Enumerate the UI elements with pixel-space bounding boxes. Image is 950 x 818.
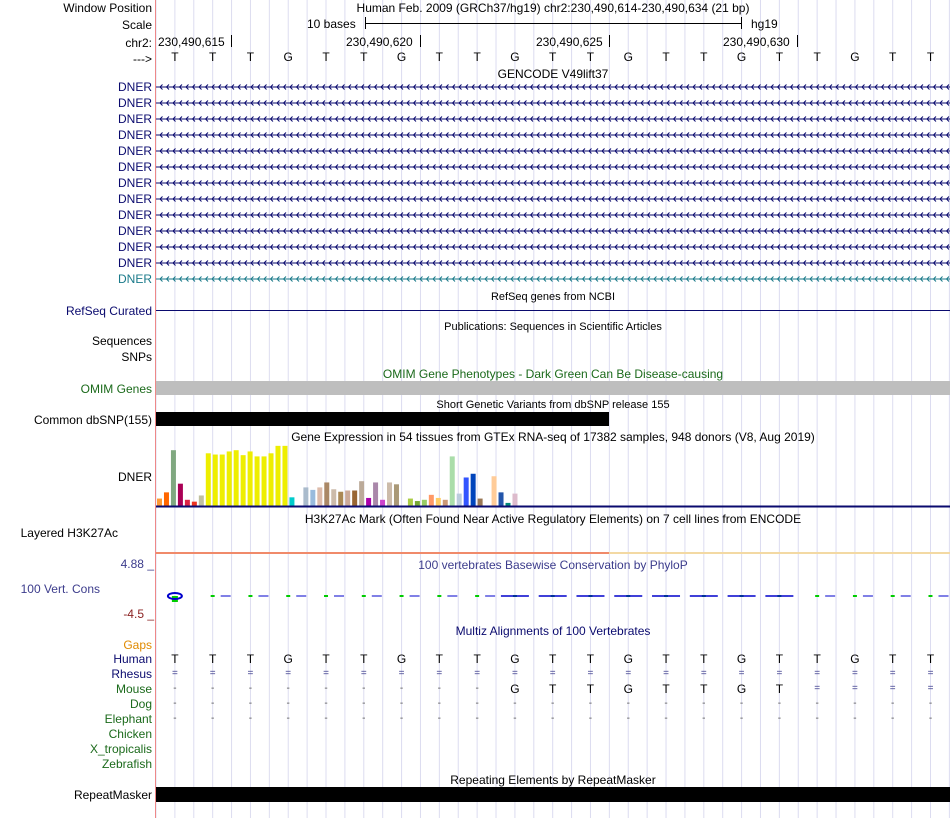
gtex-tissue-bar: [471, 474, 476, 506]
base-letter[interactable]: G: [396, 50, 407, 64]
alignment-base: =: [474, 668, 481, 679]
gtex-tissue-bar: [429, 495, 434, 506]
base-letter[interactable]: T: [246, 50, 255, 64]
phylop-min-label: -4.5 _: [123, 607, 154, 621]
gtex-tissue-bar: [436, 498, 441, 506]
scale-text: 10 bases: [307, 17, 356, 31]
tick-mark: [420, 35, 421, 47]
gtex-tissue-bar: [415, 501, 420, 506]
dbsnp-label[interactable]: Common dbSNP(155): [33, 413, 152, 427]
gencode-transcript-line: [156, 85, 950, 90]
alignment-base: -: [777, 698, 782, 709]
alignment-base: -: [437, 698, 442, 709]
alignment-base: T: [322, 652, 330, 666]
alignment-base: =: [285, 668, 292, 679]
alignment-base: T: [700, 682, 708, 696]
gtex-tissue-bar: [282, 446, 287, 506]
alignment-base: -: [437, 713, 442, 724]
tick-mark: [797, 35, 798, 47]
tick-mark: [609, 35, 610, 47]
alignment-base: -: [286, 713, 290, 724]
gtex-tissue-bar: [227, 451, 232, 506]
phylop-value-mark: [576, 595, 604, 597]
phylop-title: 100 vertebrates Basewise Conservation by PhyloP: [418, 558, 688, 572]
repeatmasker-bar[interactable]: [156, 787, 950, 802]
species-label[interactable]: Zebrafish: [101, 757, 152, 771]
gencode-transcript-line: [156, 101, 950, 106]
alignment-base: T: [171, 652, 179, 666]
gencode-transcript-line: [156, 197, 950, 202]
phylop-value-mark: [168, 593, 182, 602]
species-label[interactable]: Mouse: [115, 682, 152, 696]
species-label[interactable]: Dog: [129, 697, 152, 711]
alignment-base: -: [475, 683, 479, 694]
alignment-base: -: [739, 698, 744, 709]
phylop-value-mark: [690, 595, 718, 597]
phylop-value-mark: [286, 595, 306, 597]
gtex-title: Gene Expression in 54 tissues from GTEx RNA-seq of 17382 samples, 948 donors (V8, Aug 2019): [291, 430, 815, 444]
alignment-base: -: [286, 683, 290, 694]
alignment-base: =: [889, 683, 896, 694]
phylop-value-mark: [928, 595, 948, 597]
alignment-base: -: [739, 713, 744, 724]
alignment-base: -: [399, 698, 404, 709]
species-label[interactable]: X_tropicalis: [89, 742, 152, 756]
alignment-base: -: [891, 698, 895, 709]
gtex-tissue-bar: [255, 456, 260, 506]
alignment-base: -: [362, 713, 366, 724]
phylop-max-label: 4.88 _: [120, 557, 154, 571]
gtex-tissue-bar: [387, 482, 392, 506]
gencode-transcript-label[interactable]: DNER: [117, 144, 152, 158]
gtex-tissue-bar: [303, 487, 308, 506]
gtex-tissue-bar: [352, 491, 357, 507]
alignment-base: G: [623, 652, 633, 666]
gtex-tissue-bar: [164, 492, 169, 506]
repeatmasker-label[interactable]: RepeatMasker: [73, 788, 152, 802]
gencode-transcript-line: [156, 133, 950, 138]
base-letter[interactable]: G: [510, 50, 520, 64]
alignment-base: T: [549, 652, 557, 666]
gencode-transcript-line: [156, 117, 950, 122]
refseq-label[interactable]: RefSeq Curated: [65, 304, 152, 318]
alignment-base: -: [437, 683, 442, 694]
phylop-value-mark: [652, 595, 680, 597]
gtex-tissue-bar: [289, 497, 294, 506]
base-letter[interactable]: G: [850, 50, 860, 64]
alignment-base: G: [283, 652, 293, 666]
alignment-base: -: [362, 683, 366, 694]
gencode-transcript-label[interactable]: DNER: [117, 256, 152, 270]
base-letter[interactable]: T: [700, 50, 708, 64]
alignment-base: -: [551, 713, 555, 724]
gtex-label[interactable]: DNER: [117, 470, 152, 484]
alignment-base: -: [702, 698, 706, 709]
gtex-tissue-bar: [457, 494, 462, 506]
alignment-base: T: [246, 652, 255, 666]
alignment-base: -: [702, 713, 706, 724]
gtex-tissue-bar: [345, 491, 350, 507]
phylop-value-mark: [248, 595, 268, 597]
omim-label[interactable]: OMIM Genes: [80, 382, 152, 396]
gencode-transcript-label[interactable]: DNER: [117, 208, 152, 222]
strand-label: --->: [133, 52, 152, 66]
gtex-tissue-bar: [366, 498, 371, 506]
base-letter[interactable]: T: [360, 50, 368, 64]
alignment-base: T: [208, 652, 217, 666]
gencode-transcript-label[interactable]: DNER: [117, 224, 152, 238]
phylop-value-mark: [437, 595, 457, 597]
alignment-base: =: [398, 668, 405, 679]
species-label[interactable]: Elephant: [104, 712, 152, 726]
phylop-value-mark: [475, 595, 495, 597]
dbsnp-variant-bar[interactable]: [156, 412, 609, 426]
alignment-base: =: [549, 668, 556, 679]
alignment-base: -: [891, 713, 895, 724]
alignment-base: =: [663, 668, 669, 679]
alignment-base: -: [248, 698, 253, 709]
gtex-bar-chart[interactable]: [156, 444, 950, 508]
gtex-tissue-bar: [213, 455, 218, 506]
gtex-tissue-bar: [206, 453, 211, 506]
alignment-base: T: [435, 652, 444, 666]
gencode-transcript-label[interactable]: DNER: [117, 176, 152, 190]
multiz-alignment[interactable]: [0, 652, 950, 772]
gtex-tissue-bar: [443, 500, 448, 506]
alignment-base: -: [815, 713, 819, 724]
gencode-transcript-label[interactable]: DNER: [117, 80, 152, 94]
phylop-value-mark: [728, 595, 756, 597]
gtex-tissue-bar: [478, 499, 483, 506]
gtex-tissue-bar: [310, 490, 315, 506]
phylop-value-mark: [853, 595, 873, 597]
tick-label-2: 230,490,620: [346, 35, 413, 49]
phylop-label[interactable]: 100 Vert. Cons: [20, 582, 100, 596]
alignment-base: G: [396, 652, 407, 666]
base-letter[interactable]: T: [813, 50, 821, 64]
alignment-base: G: [623, 682, 633, 696]
alignment-base: =: [700, 668, 707, 679]
base-letter[interactable]: T: [473, 50, 481, 64]
base-letter[interactable]: G: [623, 50, 633, 64]
alignment-base: =: [171, 668, 178, 679]
alignment-base: -: [286, 698, 290, 709]
alignment-base: -: [626, 698, 630, 709]
window-position: Human Feb. 2009 (GRCh37/hg19) chr2:230,490,614-230,490,634 (21 bp): [356, 1, 750, 15]
alignment-base: -: [248, 713, 253, 724]
alignment-base: =: [625, 668, 632, 679]
sequences-label[interactable]: Sequences: [91, 334, 152, 348]
alignment-base: -: [475, 698, 479, 709]
gtex-tissue-bar: [234, 450, 239, 506]
gtex-tissue-bar: [394, 484, 399, 506]
alignment-base: -: [324, 683, 328, 694]
alignment-base: =: [776, 668, 783, 679]
gencode-transcript-label[interactable]: DNER: [117, 272, 152, 286]
gtex-tissue-bar: [220, 455, 225, 506]
gtex-tissue-bar: [408, 499, 413, 506]
phylop-value-mark: [400, 595, 420, 597]
gencode-transcript-line: [156, 181, 950, 186]
base-letter[interactable]: T: [889, 50, 897, 64]
snps-label[interactable]: SNPs: [121, 350, 152, 364]
base-letter[interactable]: T: [171, 50, 179, 64]
base-letter[interactable]: T: [926, 50, 935, 64]
alignment-base: -: [815, 698, 819, 709]
alignment-base: T: [926, 652, 935, 666]
alignment-base: -: [664, 698, 668, 709]
gtex-tissue-bar: [359, 481, 364, 506]
alignment-base: G: [510, 652, 520, 666]
publications-title: Publications: Sequences in Scientific Articles: [444, 321, 662, 333]
h3k27ac-signal-right[interactable]: [609, 552, 950, 554]
gtex-tissue-bar: [324, 482, 329, 506]
base-letter[interactable]: T: [586, 50, 595, 64]
alignment-base: =: [927, 668, 934, 679]
gencode-transcript-label[interactable]: DNER: [117, 112, 152, 126]
alignment-base: -: [928, 713, 933, 724]
scale-label: Scale: [121, 18, 152, 32]
alignment-base: -: [588, 713, 593, 724]
gencode-transcript-line: [156, 149, 950, 154]
gtex-tissue-bar: [338, 492, 343, 506]
gtex-tissue-bar: [157, 499, 162, 506]
alignment-base: =: [814, 668, 821, 679]
alignment-base: G: [850, 652, 860, 666]
alignment-base: -: [324, 713, 328, 724]
alignment-base: T: [775, 682, 784, 696]
gtex-tissue-bar: [192, 502, 197, 506]
alignment-base: T: [700, 652, 708, 666]
alignment-base: -: [513, 713, 517, 724]
gtex-tissue-bar: [380, 500, 385, 506]
alignment-base: T: [360, 652, 368, 666]
alignment-base: -: [173, 683, 177, 694]
phylop-value-mark: [211, 595, 231, 597]
dbsnp-title: Short Genetic Variants from dbSNP release 155: [436, 399, 670, 411]
phylop-value-mark: [539, 595, 567, 597]
gtex-tissue-bar: [262, 456, 267, 506]
alignment-base: T: [549, 682, 557, 696]
alignment-base: =: [247, 668, 254, 679]
alignment-base: -: [588, 698, 593, 709]
phylop-value-mark: [614, 595, 642, 597]
alignment-base: =: [323, 668, 329, 679]
gencode-title: GENCODE V49lift37: [497, 67, 609, 81]
gtex-tissue-bar: [373, 482, 378, 506]
species-label[interactable]: Chicken: [108, 727, 152, 741]
alignment-base: -: [928, 698, 933, 709]
alignment-base: T: [813, 652, 821, 666]
gtex-tissue-bar: [178, 484, 183, 506]
alignment-base: -: [173, 698, 177, 709]
window-position-label: Window Position: [63, 1, 152, 15]
alignment-base: G: [736, 652, 747, 666]
tick-mark: [231, 35, 232, 47]
gencode-transcripts[interactable]: [156, 80, 950, 288]
repeatmasker-title: Repeating Elements by RepeatMasker: [450, 773, 656, 787]
alignment-base: T: [473, 652, 481, 666]
phylop-value-mark: [501, 595, 529, 597]
species-label[interactable]: Rhesus: [111, 667, 152, 681]
gencode-transcript-line: [156, 229, 950, 234]
alignment-base: -: [853, 698, 857, 709]
gaps-label: Gaps: [123, 638, 152, 652]
scale-bar: [365, 17, 742, 29]
base-letter[interactable]: G: [736, 50, 747, 64]
alignment-base: =: [587, 668, 594, 679]
tick-label-4: 230,490,630: [723, 35, 790, 49]
alignment-base: -: [551, 698, 555, 709]
gtex-tissue-bar: [248, 451, 253, 506]
gtex-tissue-bar: [450, 456, 455, 506]
phylop-value-mark: [815, 595, 835, 597]
h3k27ac-title: H3K27Ac Mark (Often Found Near Active Regulatory Elements) on 7 cell lines from ENCODE: [304, 512, 802, 526]
alignment-base: -: [853, 713, 857, 724]
alignment-base: -: [210, 698, 215, 709]
alignment-base: -: [210, 713, 215, 724]
gtex-tissue-bar: [499, 492, 504, 506]
gtex-tissue-bar: [317, 487, 322, 506]
species-label[interactable]: Human: [113, 652, 152, 666]
alignment-base: =: [852, 668, 858, 679]
phylop-value-mark: [362, 595, 382, 597]
alignment-base: T: [586, 652, 595, 666]
gencode-transcript-line: [156, 165, 950, 170]
gtex-tissue-bar: [464, 477, 469, 506]
phylop-value-mark: [765, 595, 793, 597]
gencode-transcript-label[interactable]: DNER: [117, 160, 152, 174]
chrom-label: chr2:: [125, 36, 152, 50]
gtex-tissue-bar: [331, 489, 336, 506]
gtex-tissue-bar: [185, 500, 190, 506]
alignment-base: T: [662, 682, 670, 696]
refseq-title: RefSeq genes from NCBI: [490, 291, 616, 303]
gtex-tissue-bar: [422, 500, 427, 506]
gencode-transcript-line: [156, 277, 950, 282]
gtex-tissue-bar: [275, 446, 280, 506]
gtex-tissue-bar: [269, 453, 274, 506]
gencode-transcript-label[interactable]: DNER: [117, 96, 152, 110]
alignment-base: -: [362, 698, 366, 709]
alignment-base: -: [173, 713, 177, 724]
alignment-base: =: [852, 683, 858, 694]
alignment-base: =: [209, 668, 216, 679]
gencode-transcript-line: [156, 245, 950, 250]
alignment-base: =: [927, 683, 934, 694]
alignment-base: =: [814, 683, 821, 694]
multiz-title: Multiz Alignments of 100 Vertebrates: [455, 624, 651, 638]
tick-label-1: 230,490,615: [158, 35, 225, 49]
phylop-conservation-plot[interactable]: [156, 585, 950, 615]
omim-bar[interactable]: [156, 381, 950, 395]
base-letter[interactable]: T: [435, 50, 444, 64]
phylop-value-mark: [324, 595, 344, 597]
alignment-base: T: [662, 652, 670, 666]
alignment-base: -: [777, 713, 782, 724]
alignment-base: -: [248, 683, 253, 694]
gtex-tissue-bar: [171, 450, 176, 506]
base-letter[interactable]: T: [549, 50, 557, 64]
alignment-base: =: [436, 668, 443, 679]
gencode-transcript-label[interactable]: DNER: [117, 192, 152, 206]
tick-label-3: 230,490,625: [536, 35, 603, 49]
h3k27ac-label[interactable]: Layered H3K27Ac: [20, 526, 118, 540]
gtex-tissue-bar: [512, 494, 517, 506]
alignment-base: -: [513, 698, 517, 709]
assembly-label: hg19: [751, 17, 778, 31]
alignment-base: -: [324, 698, 328, 709]
alignment-base: =: [889, 668, 896, 679]
gtex-tissue-bar: [199, 495, 204, 506]
gencode-transcript-line: [156, 213, 950, 218]
alignment-base: T: [775, 652, 784, 666]
base-letter[interactable]: T: [322, 50, 330, 64]
gtex-tissue-bar: [241, 455, 246, 506]
gencode-transcript-line: [156, 261, 950, 266]
base-sequence[interactable]: [156, 50, 950, 64]
base-letter[interactable]: T: [775, 50, 784, 64]
alignment-base: =: [511, 668, 518, 679]
alignment-base: T: [586, 682, 595, 696]
base-letter[interactable]: T: [208, 50, 217, 64]
alignment-base: -: [664, 713, 668, 724]
alignment-base: G: [510, 682, 520, 696]
alignment-base: T: [889, 652, 897, 666]
alignment-base: -: [210, 683, 215, 694]
refseq-gene-line[interactable]: [156, 310, 950, 311]
gencode-transcript-label[interactable]: DNER: [117, 240, 152, 254]
gencode-transcript-label[interactable]: DNER: [117, 128, 152, 142]
alignment-base: -: [399, 713, 404, 724]
alignment-base: =: [360, 668, 367, 679]
base-letter[interactable]: G: [283, 50, 293, 64]
base-letter[interactable]: T: [662, 50, 670, 64]
alignment-base: G: [736, 682, 747, 696]
alignment-base: =: [738, 668, 745, 679]
alignment-base: -: [399, 683, 404, 694]
alignment-base: -: [475, 713, 479, 724]
gtex-tissue-bar: [492, 476, 497, 506]
h3k27ac-signal-left[interactable]: [156, 552, 609, 554]
alignment-base: -: [626, 713, 630, 724]
omim-title: OMIM Gene Phenotypes - Dark Green Can Be Disease-causing: [382, 367, 724, 381]
phylop-value-mark: [891, 595, 911, 597]
